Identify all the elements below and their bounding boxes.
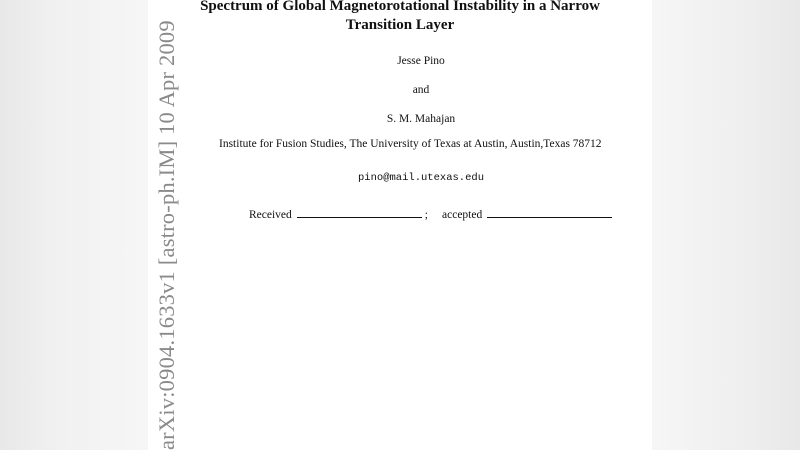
accepted-date-blank — [487, 208, 612, 218]
author-affiliation: Institute for Fusion Studies, The University of Texas at Austin, Austin,Texas 78712 — [219, 138, 602, 150]
accepted-label: accepted — [442, 209, 483, 221]
submission-dates — [249, 208, 612, 221]
received-date-blank — [297, 208, 422, 218]
page-backdrop-left — [0, 0, 148, 450]
paper-page — [148, 0, 652, 450]
author-name-first: Jesse Pino — [397, 55, 445, 67]
date-separator: ; — [424, 209, 428, 221]
author-name-second: S. M. Mahajan — [386, 113, 456, 125]
paper-title — [150, 0, 650, 35]
author-conjunction: and — [412, 84, 430, 96]
received-label: Received — [249, 209, 292, 221]
author-email: pino@mail.utexas.edu — [357, 172, 485, 184]
arxiv-identifier: arXiv:0904.1633v1 [astro-ph.IM] 10 Apr 2009 — [154, 20, 179, 450]
page-backdrop-right — [652, 0, 800, 450]
title-line-2: Transition Layer — [345, 17, 455, 33]
title-line-1: Spectrum of Global Magnetorotational Instability in a Narrow — [200, 0, 600, 14]
